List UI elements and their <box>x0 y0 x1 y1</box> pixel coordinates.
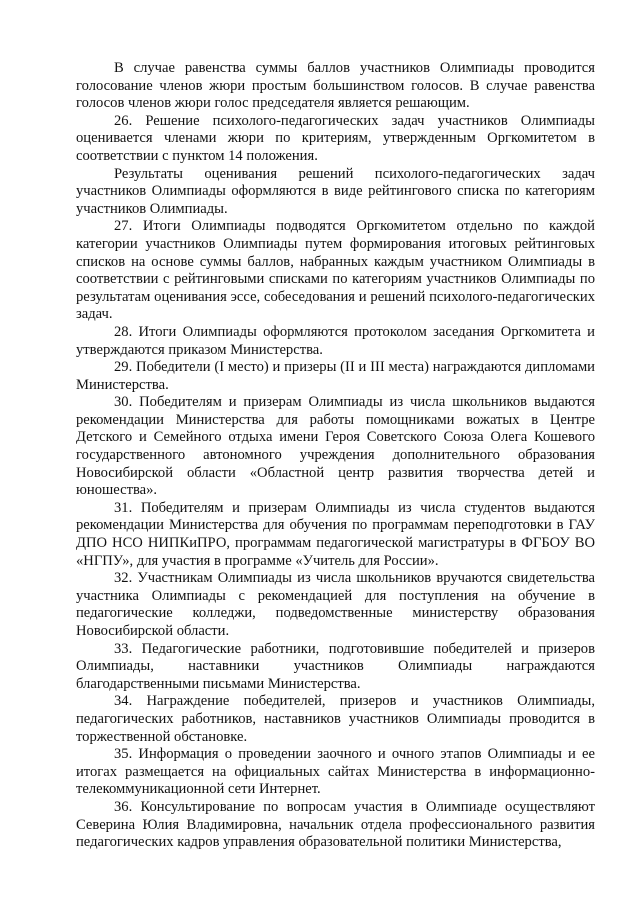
document-page <box>76 60 595 852</box>
paragraph-26: 26. Решение психолого-педагогических задач участников Олимпиады оценивается членами жюри по критериям, утвержденным Оргкомитетом в соответствии с пунктом 14 положения. <box>76 112 595 164</box>
paragraph-32: 32. Участникам Олимпиады из числа школьников вручаются свидетельства участника Олимпиады с рекомендацией для поступления на обучение в педагогические колледжи, подведомственные министерству образования Новосибирской области. <box>76 570 595 639</box>
paragraph-35: 35. Информация о проведении заочного и очного этапов Олимпиады и ее итогах размещается на официальных сайтах Министерства в информационно-телекоммуникационной сети Интернет. <box>76 746 595 798</box>
paragraph-29: 29. Победители (I место) и призеры (II и III места) награждаются дипломами Министерства. <box>76 359 595 393</box>
paragraph-36: 36. Консультирование по вопросам участия в Олимпиаде осуществляют Северина Юлия Владимировна, начальник отдела профессионального развития педагогических кадров управления образовательной политики Министерства, <box>76 798 595 851</box>
paragraph-26-results: Результаты оценивания решений психолого-педагогических задач участников Олимпиады оформляются в виде рейтингового списка по категориям участников Олимпиады. <box>76 165 595 217</box>
paragraph-33: 33. Педагогические работники, подготовившие победителей и призеров Олимпиады, наставники участников Олимпиады награждаются благодарственными письмами Министерства. <box>76 640 595 692</box>
paragraph-34: 34. Награждение победителей, призеров и участников Олимпиады, педагогических работников, наставников участников Олимпиады проводится в торжественной обстановке. <box>76 693 595 745</box>
paragraph-27: 27. Итоги Олимпиады подводятся Оргкомитетом отдельно по каждой категории участников Олимпиады путем формирования итоговых рейтинговых списков на основе суммы баллов, набранных каждым участником Олимпиады в соответствии с рейтинговыми списками по категориям участников Олимпиады по результатам оценивания эссе, собеседования и решений психолого-педагогических задач. <box>76 218 595 323</box>
paragraph-tie-break: В случае равенства суммы баллов участников Олимпиады проводится голосование членов жюри простым большинством голосов. В случае равенства голосов членов жюри голос председателя является решающим. <box>76 60 595 112</box>
paragraph-30: 30. Победителям и призерам Олимпиады из числа школьников выдаются рекомендации Министерства для работы помощниками вожатых в Центре Детского и Семейного отдыха имени Героя Советского Союза Олега Кошевого государственного автономного учреждения дополнительного образования Новосибирской области «Областной центр развития творчества детей и юношества». <box>76 394 595 499</box>
paragraph-31: 31. Победителям и призерам Олимпиады из числа студентов выдаются рекомендации Министерства для обучения по программам переподготовки в ГАУ ДПО НСО НИПКиПРО, программам педагогической магистратуры в ФГБОУ ВО «НГПУ», для участия в программе «Учитель для России». <box>76 499 595 569</box>
paragraph-28: 28. Итоги Олимпиады оформляются протоколом заседания Оргкомитета и утверждаются приказом Министерства. <box>76 323 595 358</box>
